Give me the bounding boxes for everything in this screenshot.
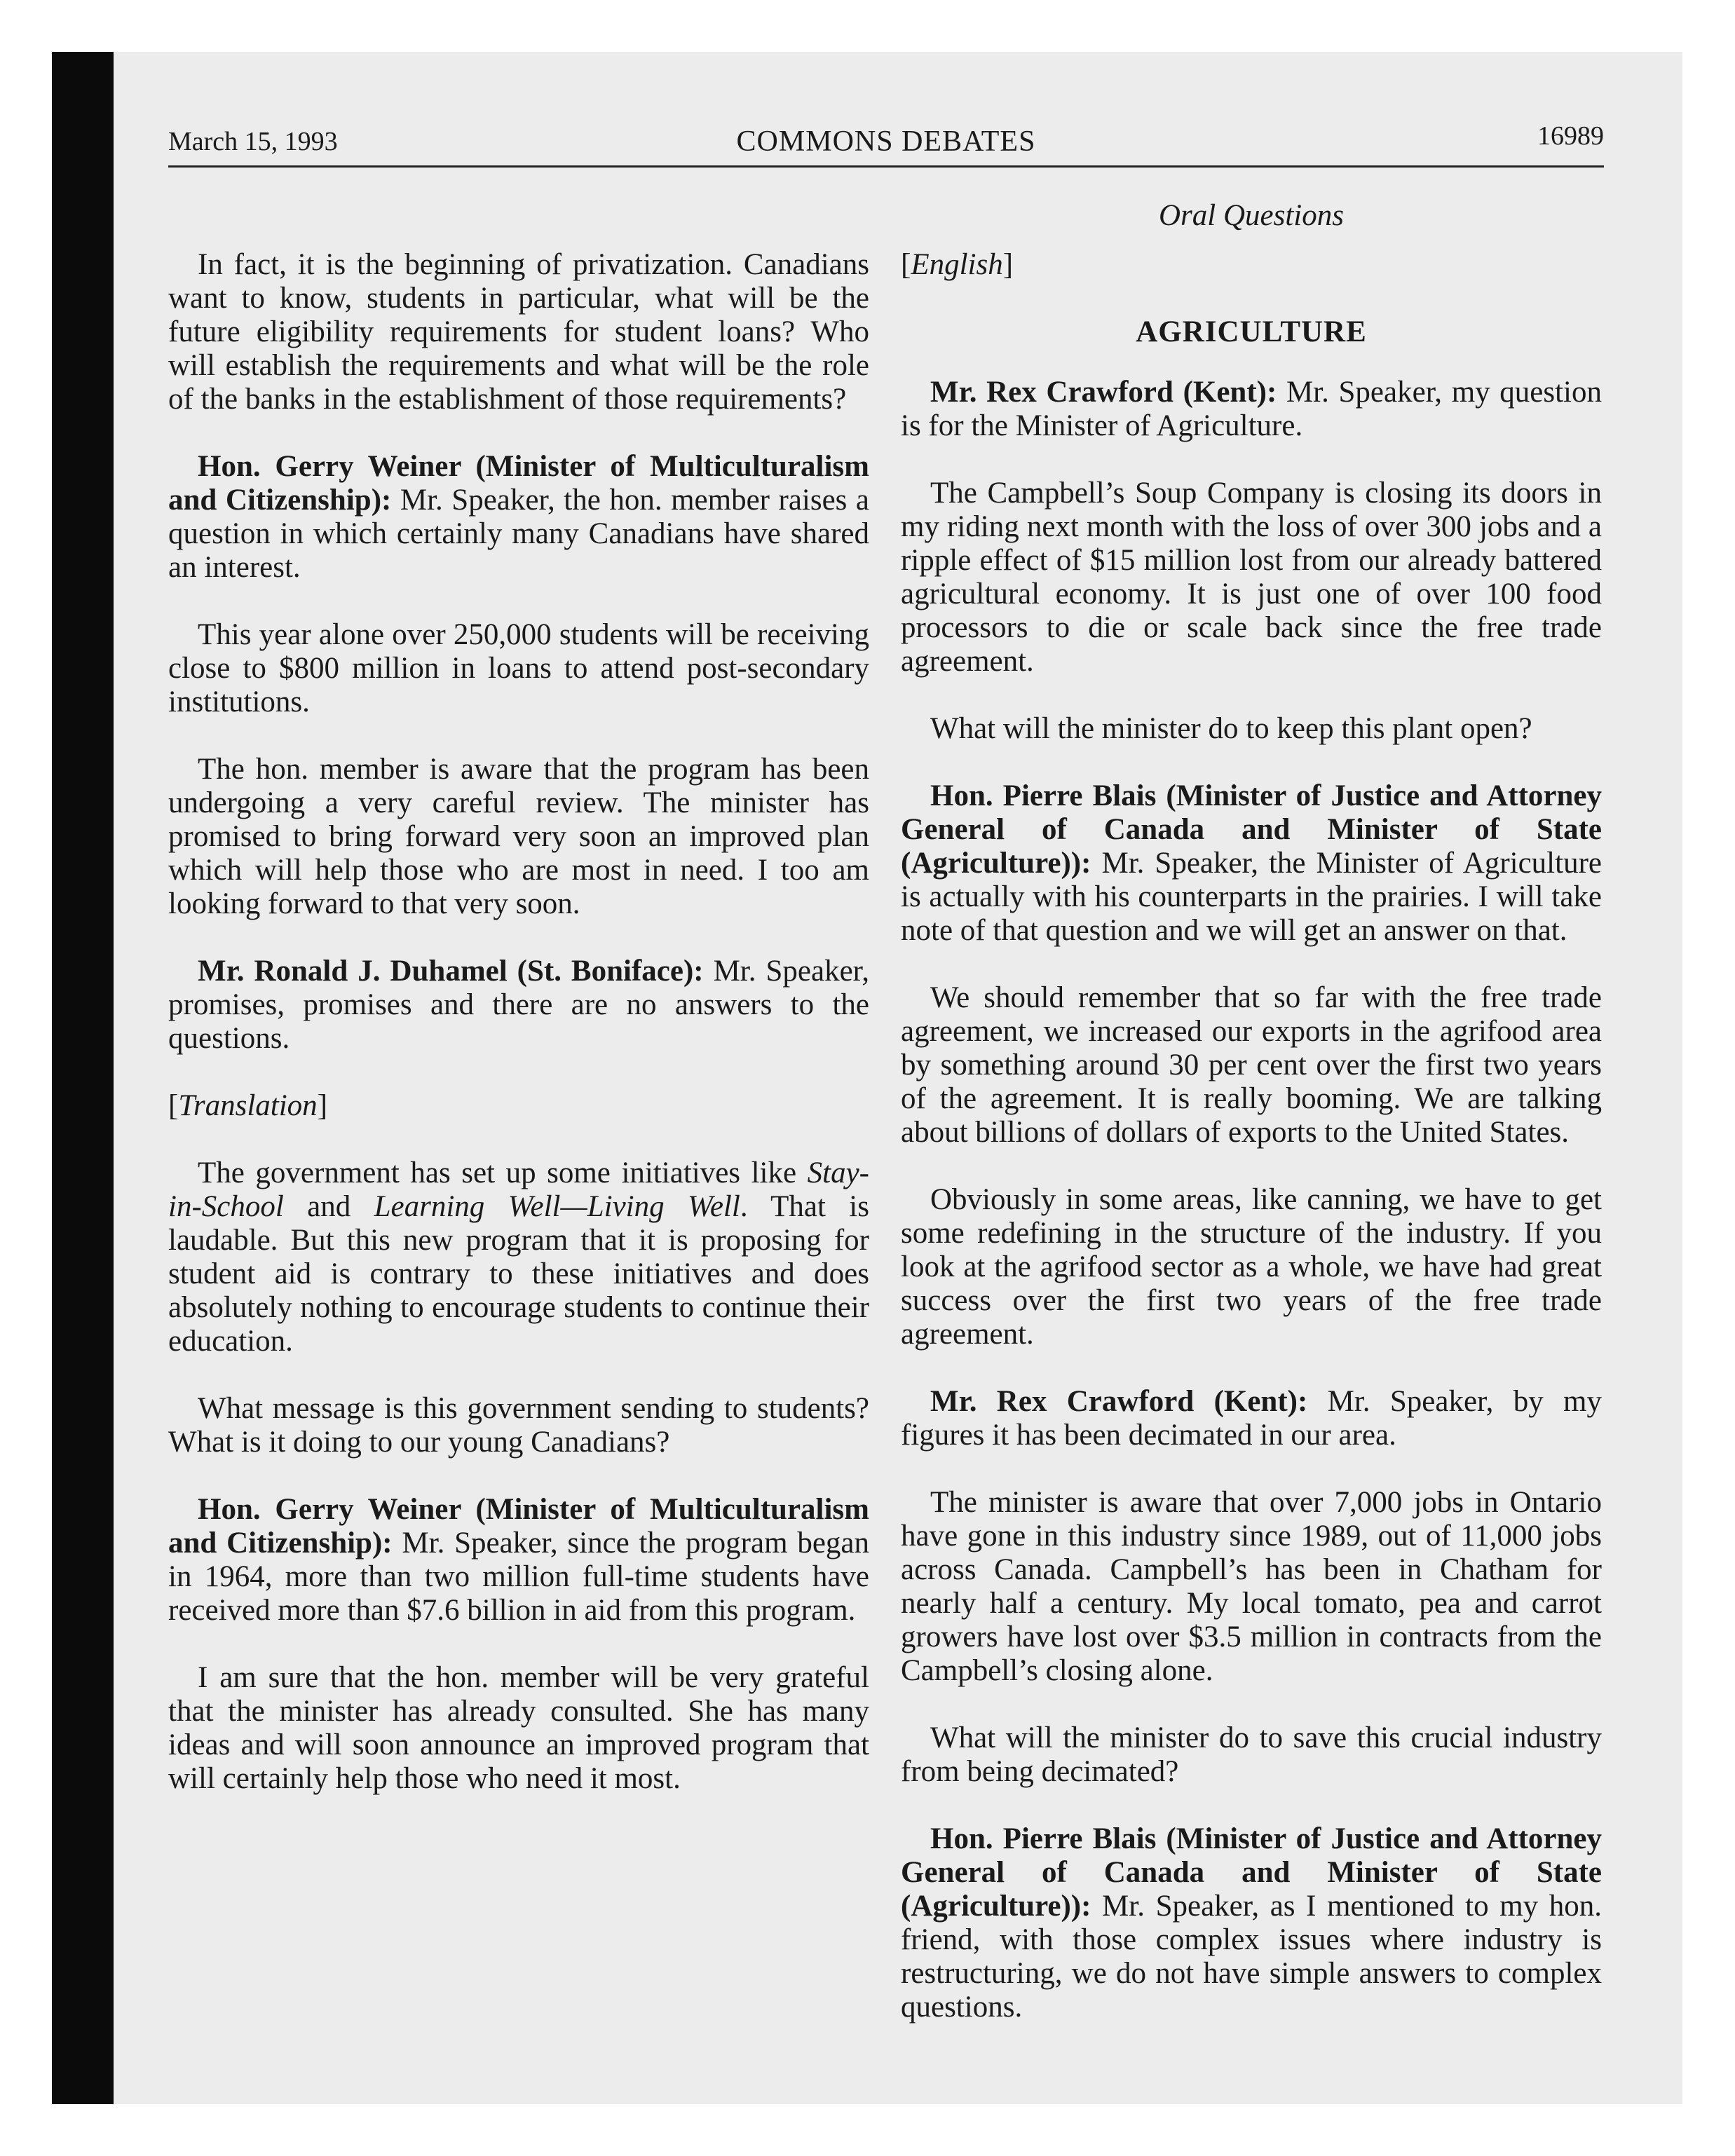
- header-page-number: 16989: [1537, 121, 1604, 151]
- page-header: [168, 121, 1604, 168]
- paragraph: In fact, it is the beginning of privatization. Canadians want to know, students in particular, what will be the future eligibility requirements for student loans? Who will establish the requirements and what will be the role of the banks in the establishment of those requirements?: [168, 248, 869, 416]
- paragraph: [168, 450, 869, 585]
- speaker-name: Hon. Gerry Weiner (Minister of Multiculturalism and Citizenship):: [168, 1493, 869, 1560]
- program-name: Learning Well—Living Well: [374, 1190, 740, 1223]
- section-label: Oral Questions: [1159, 199, 1344, 232]
- speech-text: Mr. Speaker, the hon. member raises a question in which certainly many Canadians have shared an interest.: [168, 484, 869, 584]
- language-tag-text: Translation: [178, 1089, 318, 1122]
- program-name: Stay-in-School: [168, 1157, 869, 1223]
- paragraph: Obviously in some areas, like canning, we have to get some redefining in the structure of the industry. If you look at the agrifood sector as a whole, we have had great success over the first two years of the free trade agreement.: [901, 1183, 1602, 1351]
- paragraph: [901, 1385, 1602, 1452]
- speaker-name: Hon. Pierre Blais (Minister of Justice and Attorney General of Canada and Minister of State (Agriculture)):: [901, 779, 1602, 880]
- left-column: [168, 248, 869, 1829]
- paragraph: What message is this government sending to students? What is it doing to our young Canadians?: [168, 1392, 869, 1459]
- paragraph: What will the minister do to keep this plant open?: [930, 712, 1532, 745]
- paragraph: [168, 955, 869, 1056]
- language-tag-text: English: [911, 248, 1003, 281]
- paragraph: The Campbell’s Soup Company is closing its doors in my riding next month with the loss of over 300 jobs and a ripple effect of $15 million lost from our already battered agricultural economy. It is just one of over 100 food processors to die or scale back since the free trade agreement.: [901, 477, 1602, 678]
- binding-edge: [52, 52, 114, 2104]
- paragraph: This year alone over 250,000 students will be receiving close to $800 million in loans to attend post-secondary institutions.: [168, 618, 869, 718]
- paragraph: The minister is aware that over 7,000 jobs in Ontario have gone in this industry since 1989, out of 11,000 jobs across Canada. Campbell’s has been in Chatham for nearly half a century. My local tomato, pea and carrot growers have lost over $3.5 million in contracts from the Campbell’s closing alone.: [901, 1486, 1602, 1687]
- speech-text: Mr. Speaker, by my figures it has been decimated in our area.: [901, 1385, 1602, 1452]
- paragraph: [901, 1822, 1602, 2024]
- paragraph: [168, 1157, 869, 1358]
- speaker-name: Hon. Pierre Blais (Minister of Justice and Attorney General of Canada and Minister of State (Agriculture)):: [901, 1822, 1602, 1923]
- paragraph: [901, 376, 1602, 443]
- text-run: and: [283, 1190, 374, 1223]
- speech-text: Mr. Speaker, as I mentioned to my hon. friend, with those complex issues where industry is restructuring, we do not have simple answers to complex questions.: [901, 1890, 1602, 2024]
- text-run: The government has set up some initiatives like: [198, 1157, 808, 1189]
- language-tag: [Translation]: [168, 1089, 328, 1122]
- speaker-name: Hon. Gerry Weiner (Minister of Multiculturalism and Citizenship):: [168, 450, 869, 517]
- speech-text: Mr. Speaker, the Minister of Agriculture is actually with his counterparts in the prairies. I will take note of that question and we will get an answer on that.: [901, 847, 1602, 947]
- paragraph: [168, 1493, 869, 1628]
- speech-text: Mr. Speaker, promises, promises and there are no answers to the questions.: [168, 955, 869, 1055]
- paragraph: We should remember that so far with the free trade agreement, we increased our exports in the agrifood area by something around 30 per cent over the first two years of the agreement. It is really booming. We are talking about billions of dollars of exports to the United States.: [901, 981, 1602, 1149]
- speech-text: Mr. Speaker, my question is for the Minister of Agriculture.: [901, 376, 1602, 442]
- scanned-page: [52, 52, 1682, 2104]
- speaker-name: Mr. Rex Crawford (Kent):: [930, 1385, 1308, 1418]
- header-date: March 15, 1993: [168, 127, 338, 156]
- paragraph: What will the minister do to save this crucial industry from being decimated?: [901, 1721, 1602, 1788]
- paragraph: I am sure that the hon. member will be very grateful that the minister has already consulted. She has many ideas and will soon announce an improved program that will certainly help those who need it most.: [168, 1661, 869, 1795]
- paragraph: [901, 779, 1602, 948]
- paragraph: The hon. member is aware that the program has been undergoing a very careful review. The minister has promised to bring forward very soon an improved plan which will help those who are most in need. I too am looking forward to that very soon.: [168, 753, 869, 920]
- speaker-name: Mr. Ronald J. Duhamel (St. Boniface):: [198, 955, 704, 988]
- section-heading: AGRICULTURE: [1136, 315, 1367, 348]
- right-column: [901, 199, 1602, 2058]
- header-publication: COMMONS DEBATES: [736, 125, 1036, 158]
- text-run: . That is laudable. But this new program that it is proposing for student aid is contrary to these initiatives and does absolutely nothing to encourage students to continue their education.: [168, 1190, 869, 1358]
- language-tag: [English]: [901, 248, 1014, 281]
- speaker-name: Mr. Rex Crawford (Kent):: [930, 376, 1277, 409]
- speech-text: Mr. Speaker, since the program began in 1964, more than two million full-time students have received more than $7.6 billion in aid from this program.: [168, 1527, 869, 1627]
